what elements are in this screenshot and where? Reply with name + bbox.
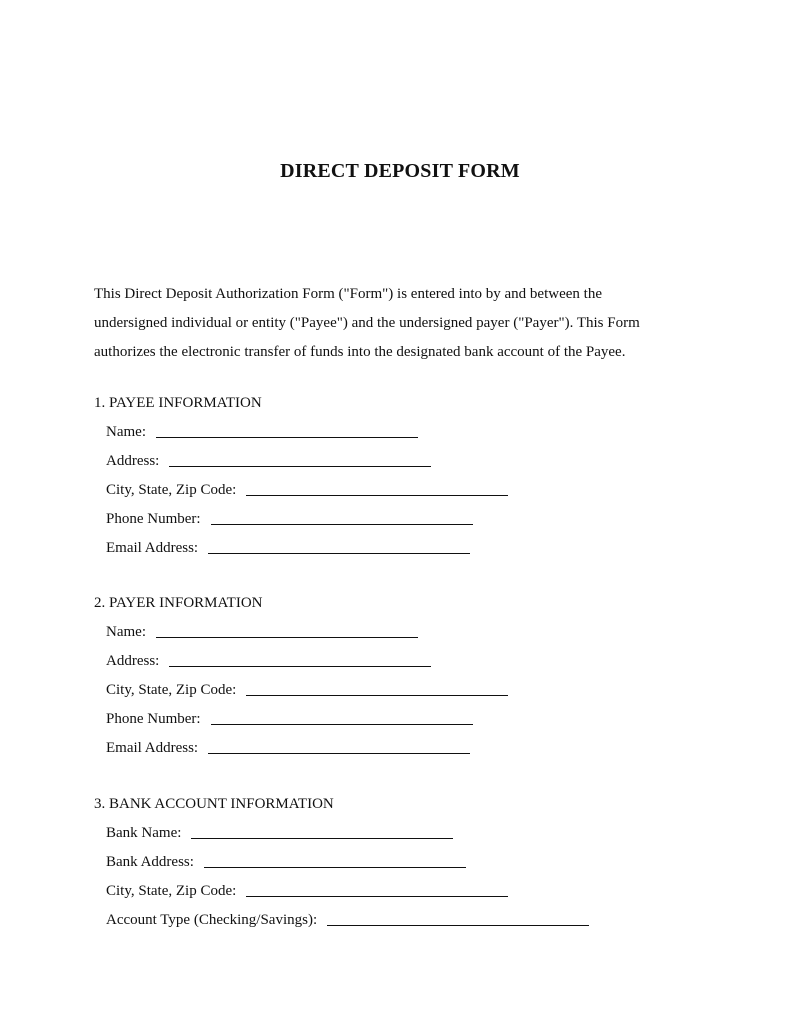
field-label: City, State, Zip Code:	[106, 682, 237, 698]
field-label: City, State, Zip Code:	[106, 482, 237, 498]
payee-phone-field	[94, 505, 508, 534]
payee-address-field	[94, 447, 508, 476]
bank-address-field	[94, 848, 589, 877]
payee-name-field	[94, 418, 508, 447]
field-label: Name:	[106, 624, 146, 640]
payer-address-input-line[interactable]	[169, 666, 431, 667]
field-label: Email Address:	[106, 540, 199, 556]
payee-email-field	[94, 534, 508, 563]
payer-city-state-zip-input-line[interactable]	[246, 695, 508, 696]
payee-name-input-line[interactable]	[156, 437, 418, 438]
section-heading: 3. BANK ACCOUNT INFORMATION	[94, 796, 334, 812]
intro-line: This Direct Deposit Authorization Form ("Form") is entered into by and between the	[94, 286, 602, 302]
field-label: Phone Number:	[106, 511, 201, 527]
intro-line: authorizes the electronic transfer of funds into the designated bank account of the Payee.	[94, 344, 626, 360]
payer-name-input-line[interactable]	[156, 637, 418, 638]
field-label: Address:	[106, 653, 160, 669]
account-type-field	[94, 906, 589, 935]
payer-information-section	[94, 589, 508, 763]
payee-email-input-line[interactable]	[208, 553, 470, 554]
intro-paragraph	[94, 280, 714, 367]
payee-phone-input-line[interactable]	[211, 524, 473, 525]
payer-email-field	[94, 734, 508, 763]
field-label: Address:	[106, 453, 160, 469]
bank-city-state-zip-field	[94, 877, 589, 906]
field-label: Bank Address:	[106, 854, 194, 870]
payer-name-field	[94, 618, 508, 647]
bank-account-information-section	[94, 790, 589, 935]
bank-name-field	[94, 819, 589, 848]
payee-address-input-line[interactable]	[169, 466, 431, 467]
field-label: Bank Name:	[106, 825, 182, 841]
field-label: Email Address:	[106, 740, 199, 756]
intro-line: undersigned individual or entity ("Payee") and the undersigned payer ("Payer"). This Form	[94, 315, 640, 331]
form-title: DIRECT DEPOSIT FORM	[280, 160, 520, 182]
bank-city-state-zip-input-line[interactable]	[246, 896, 508, 897]
section-heading: 2. PAYER INFORMATION	[94, 595, 263, 611]
field-label: Account Type (Checking/Savings):	[106, 912, 318, 928]
payee-city-state-zip-field	[94, 476, 508, 505]
payee-information-section	[94, 389, 508, 563]
payer-address-field	[94, 647, 508, 676]
field-label: Name:	[106, 424, 146, 440]
payer-phone-input-line[interactable]	[211, 724, 473, 725]
payer-city-state-zip-field	[94, 676, 508, 705]
payee-city-state-zip-input-line[interactable]	[246, 495, 508, 496]
bank-address-input-line[interactable]	[204, 867, 466, 868]
section-heading: 1. PAYEE INFORMATION	[94, 395, 262, 411]
field-label: City, State, Zip Code:	[106, 883, 237, 899]
payer-phone-field	[94, 705, 508, 734]
account-type-input-line[interactable]	[327, 925, 589, 926]
bank-name-input-line[interactable]	[191, 838, 453, 839]
payer-email-input-line[interactable]	[208, 753, 470, 754]
field-label: Phone Number:	[106, 711, 201, 727]
